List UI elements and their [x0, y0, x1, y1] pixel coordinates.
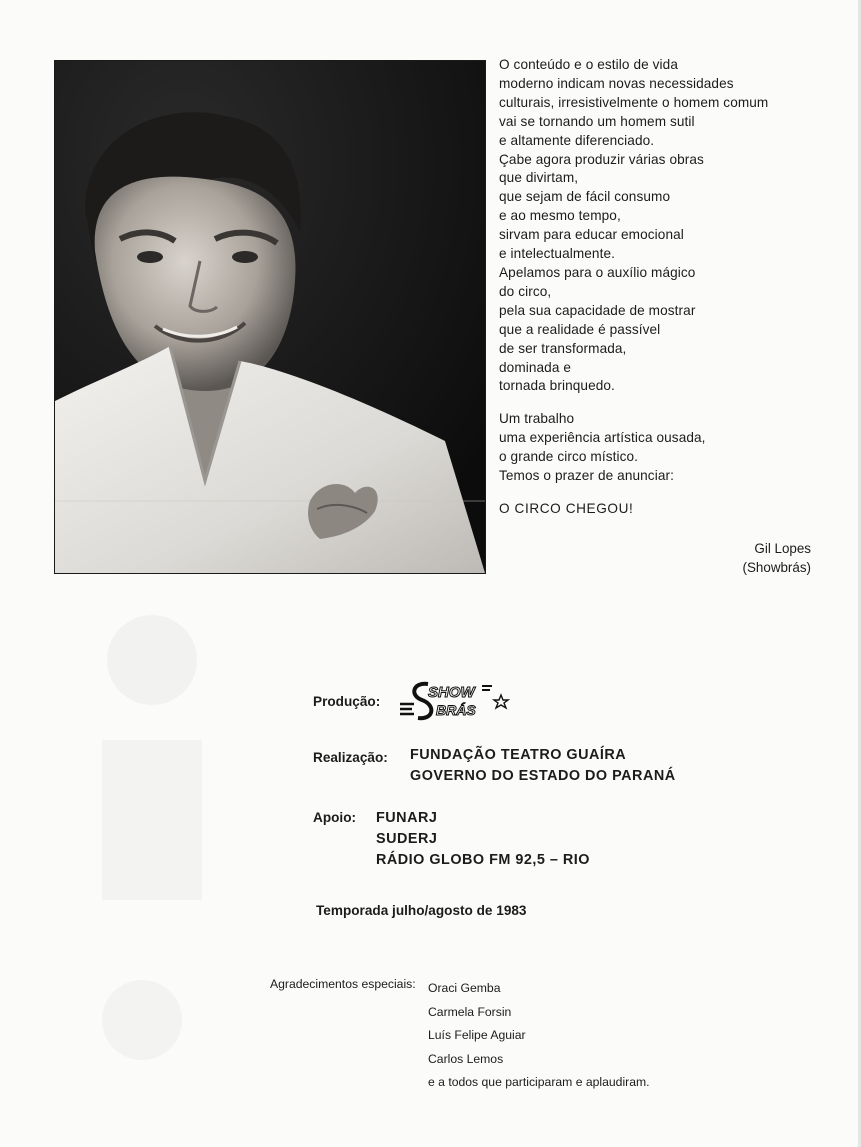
season-dates: Temporada julho/agosto de 1983	[316, 903, 527, 918]
poem-line: Apelamos para o auxílio mágico	[499, 264, 696, 280]
poem-line: Çabe agora produzir várias obras	[499, 151, 704, 167]
poem-line: e intelectualmente.	[499, 246, 616, 262]
poem-line: e altamente diferenciado.	[499, 132, 655, 148]
poem-line: O conteúdo e o estilo de vida	[499, 57, 678, 72]
poem-line: que sejam de fácil consumo	[499, 189, 671, 205]
apoio-value: RÁDIO GLOBO FM 92,5 – RIO	[376, 852, 590, 868]
thanks-list	[428, 977, 650, 1095]
thanks-name: Carmela Forsin	[428, 1004, 512, 1019]
thanks-name: Carlos Lemos	[428, 1051, 504, 1066]
poem-line: o grande circo místico.	[499, 449, 639, 465]
realizacao-values	[410, 745, 676, 787]
showbras-logo	[398, 678, 510, 726]
thanks-name: e a todos que participaram e aplaudiram.	[428, 1075, 650, 1090]
poem-line: culturais, irresistivelmente o homem comum	[499, 94, 769, 110]
logo-text-bottom: BRÁS	[436, 702, 476, 718]
poem-line: tornada brinquedo.	[499, 378, 615, 394]
portrait-illustration	[55, 61, 485, 573]
logo-text-top: SHOW	[428, 684, 475, 701]
poem-line: dominada e	[499, 359, 572, 375]
thanks-label: Agradecimentos especiais:	[270, 977, 416, 991]
apoio-value: FUNARJ	[376, 810, 438, 826]
signature-company: (Showbrás)	[742, 560, 811, 575]
poem-line: de ser transformada,	[499, 340, 627, 356]
realizacao-value: GOVERNO DO ESTADO DO PARANÁ	[410, 768, 676, 784]
poem-line: Um trabalho	[499, 411, 575, 427]
thanks-name: Oraci Gemba	[428, 981, 501, 995]
realizacao-value: FUNDAÇÃO TEATRO GUAÍRA	[410, 747, 627, 763]
signature-name: Gil Lopes	[754, 541, 811, 556]
star-icon	[494, 695, 508, 708]
poem-line: que divirtam,	[499, 170, 579, 186]
poem-stanza-1	[499, 56, 819, 396]
poem-line: pela sua capacidade de mostrar	[499, 302, 696, 318]
poem-line: moderno indicam novas necessidades	[499, 75, 734, 91]
poem-text	[499, 56, 819, 519]
poem-line: Temos o prazer de anunciar:	[499, 468, 674, 484]
poem-line: do circo,	[499, 283, 552, 299]
poem-line: e ao mesmo tempo,	[499, 208, 621, 224]
apoio-value: SUDERJ	[376, 831, 438, 847]
poem-line: que a realidade é passível	[499, 321, 661, 337]
realizacao-label: Realização:	[313, 750, 388, 765]
signature	[743, 539, 811, 577]
poem-line: vai se tornando um homem sutil	[499, 113, 695, 129]
bleed-through-marks	[82, 600, 222, 1080]
poem-finale: O CIRCO CHEGOU!	[499, 500, 634, 516]
poem-line: uma experiência artística ousada,	[499, 430, 706, 446]
poem-stanza-2	[499, 410, 819, 486]
apoio-label: Apoio:	[313, 810, 357, 825]
thanks-name: Luís Felipe Aguiar	[428, 1028, 526, 1043]
portrait-photo	[54, 60, 486, 574]
producao-label: Produção:	[313, 694, 381, 709]
poem-line: sirvam para educar emocional	[499, 227, 684, 243]
apoio-values	[376, 808, 590, 871]
